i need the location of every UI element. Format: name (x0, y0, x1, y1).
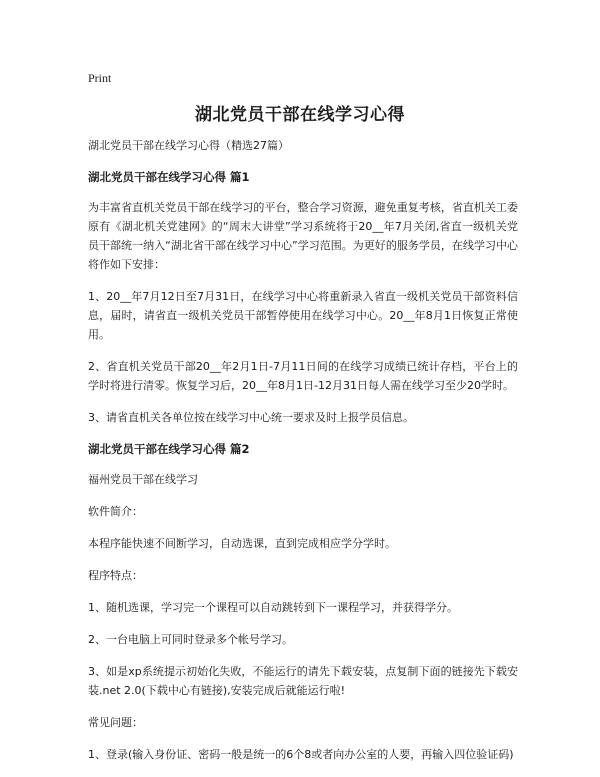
paragraph: 1、登录(输入身份证、密码一般是统一的6个8或者向办公室的人要，再输入四位验证码) (88, 748, 514, 761)
section-2 (88, 440, 518, 764)
section-heading: 湖北党员干部在线学习心得 篇1 (88, 170, 250, 184)
paragraph: 1、随机选课，学习完一个课程可以自动跳转到下一课程学习，并获得学分。 (88, 601, 458, 614)
paragraph: 2、省直机关党员干部20__年2月1日-7月11日间的在线学习成绩已统计存档，平台上的学时将进行清零。恢复学习后，20__年8月1日-12月31日每人需在线学习至少20学时。 (88, 360, 518, 392)
paragraph: 3、如是xp系统提示初始化失败，不能运行的请先下载安装，点复制下面的链接先下载安装.net 2.0(下载中心有链接),安装完成后就能运行啦! (88, 665, 518, 697)
paragraph: 2、一台电脑上可同时登录多个帐号学习。 (88, 633, 293, 646)
paragraph: 1、20__年7月12日至7月31日，在线学习中心将重新录入省直一级机关党员干部资料信息，届时，请省直一级机关党员干部暂停使用在线学习中心。20__年8月1日恢复正常使用。 (88, 290, 518, 341)
paragraph: 3、请省直机关各单位按在线学习中心统一要求及时上报学员信息。 (88, 411, 414, 424)
section-1 (88, 168, 518, 427)
paragraph: 程序特点： (88, 569, 143, 582)
article-subtitle: 湖北党员干部在线学习心得（精选27篇） (88, 139, 289, 152)
paragraph: 为丰富省直机关党员干部在线学习的平台，整合学习资源，避免重复考核，省直机关工委原有《湖北机关党建网》的“周末大讲堂”学习系统将于20__年7月关闭,省直一级机关党员干部统一纳入“湖北省干部在线学习中心”学习范围。为更好的服务学员，在线学习中心将作如下安排： (88, 201, 518, 271)
section-heading: 湖北党员干部在线学习心得 篇2 (88, 442, 250, 456)
paragraph: 常见问题： (88, 716, 143, 729)
page-title: 湖北党员干部在线学习心得 (195, 105, 405, 125)
article-body (88, 136, 518, 777)
print-link[interactable]: Print (88, 71, 112, 85)
paragraph: 福州党员干部在线学习 (88, 473, 198, 486)
paragraph: 软件简介： (88, 505, 143, 518)
paragraph: 本程序能快速不间断学习，自动选课，直到完成相应学分学时。 (88, 537, 396, 550)
